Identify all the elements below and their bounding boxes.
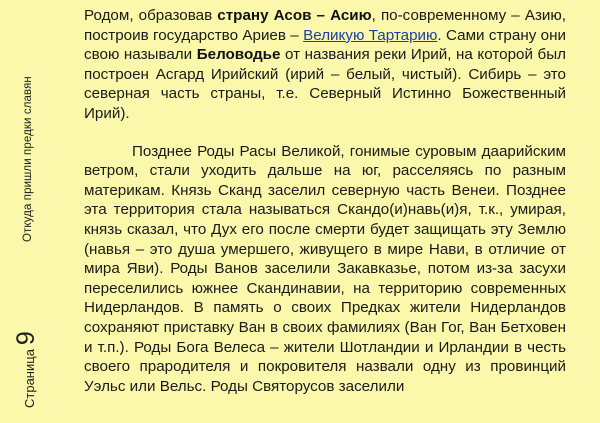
bold-phrase-country-asov: страну Асов – Асию xyxy=(217,7,372,24)
body-text xyxy=(84,6,566,396)
page-number: 9 xyxy=(12,331,40,346)
running-title: Откуда пришли предки славян xyxy=(22,76,34,242)
paragraph-1-segment: , по-современному – Азию, построив государство Ариев – xyxy=(84,7,567,44)
paragraph-1-segment: от названия реки Ирий, на которой был построен Асгард Ирийский (ирий – белый, чистый). Сибирь – это северная часть страны, т.е. Северный Истинно Божественный Ирий). xyxy=(84,46,567,122)
great-tartary-link[interactable]: Великую Тартарию xyxy=(303,26,438,44)
paragraph-1-segment: . Сами страну они свою называли xyxy=(84,26,566,64)
paragraph-1-segment: Родом, образовав xyxy=(84,7,218,24)
paragraph-2: Позднее Роды Расы Великой, гонимые суровым даарийским ветром, стали уходить дальше на юг, расселяясь по разным материкам. Князь Сканд заселил северную часть Венеи. Позднее эта территория стала называться Скандо(и)навь(и)я, т.к., умирая, князь сказал, что Дух его после смерти будет защищать эту Землю (навья – это душа умершего, живущего в мире Нави, в отличие от мира Яви). Роды Ванов заселили Закавказье, потом из-за засухи переселились южнее Скандинавии, на территорию современных Нидерландов. В память о своих Предках жители Нидерландов сохраняют приставку Ван в своих фамилиях (Ван Гог, Ван Бетховен и т.п.). Роды Бога Велеса – жители Шотландии и Ирландии в честь своего прародителя и покровителя назвали одну из провинций Уэльс или Вельс. Роды Святорусов заселили xyxy=(84,142,566,395)
page-number-block xyxy=(14,331,39,408)
page-label: Страница xyxy=(22,349,37,408)
paragraph-1 xyxy=(84,6,566,124)
bold-phrase-belovodye: Беловодье xyxy=(196,46,281,64)
